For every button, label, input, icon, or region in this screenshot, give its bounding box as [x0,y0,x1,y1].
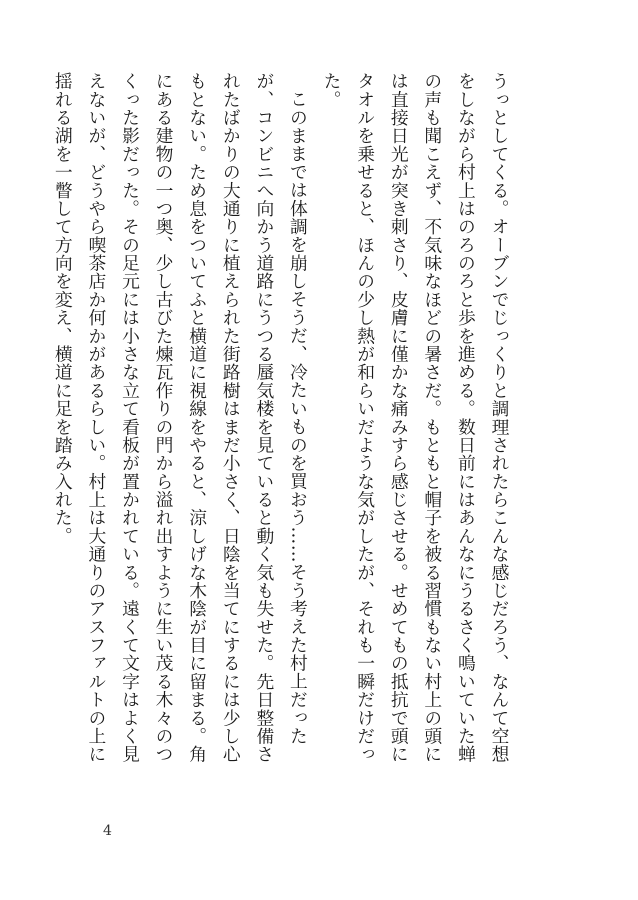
paragraph-1: うっとしてくる。オーブンでじっくりと調理されたらこんな感じだろう、なんて空想をしながら村上はのろのろと歩を進める。数日前にはあんなにうるさく鳴いていた蝉の声も聞こえず、不気味なほどの暑さだ。もともと帽子を被る習慣もない村上の頭には直接日光が突き刺さり、皮膚に僅かな痛みすら感じさせる。せめてもの抵抗で頭にタオルを乗せると、ほんの少し熱が和らいだような気がしたが、それも一瞬だけだった。 [321,72,510,764]
paragraph-2: このままでは体調を崩しそうだ、冷たいものを買おう……そう考えた村上だったが、コンビニへ向かう道路にうつる蜃気楼を見ていると動く気も失せた。先日整備されたばかりの大通りに植えられた街路樹はまだ小さく、日陰を当てにするには少し心もとない。ため息をついてふと横道に視線をやると、涼しげな木陰が目に留まる。角にある建物の一つ奥、少し古びた煉瓦作りの門から溢れ出すように生い茂る木々のつくった影だった。その足元には小さな立て看板が置かれている。遠くて文字はよく見えないが、どうやら喫茶店か何かがあるらしい。村上は大通りのアスファルトの上に揺れる湖を一瞥して方向を変え、横道に足を踏み入れた。 [52,72,309,764]
page-number: 4 [103,823,112,839]
novel-text-body [46,72,516,772]
